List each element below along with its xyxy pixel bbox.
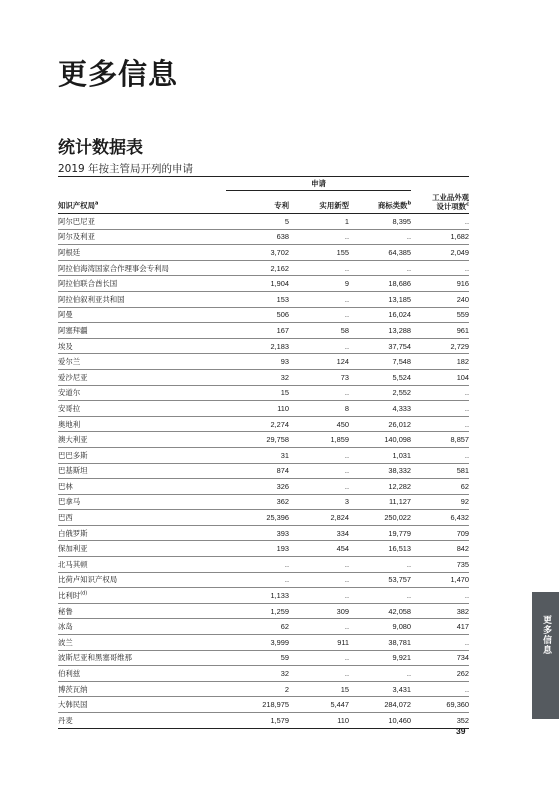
office-cell (58, 525, 226, 541)
utility-models-cell: 73 (289, 369, 349, 385)
office-name: 秘鲁 (58, 606, 73, 616)
applications-group-label: 申请 (226, 177, 411, 191)
trademarks-cell: 16,513 (349, 541, 411, 557)
table-row (58, 432, 469, 448)
office-cell (58, 245, 226, 261)
office-name: 白俄罗斯 (58, 528, 88, 538)
table-row (58, 416, 469, 432)
utility-models-cell: 3 (289, 494, 349, 510)
industrial-designs-cell: 69,360 (411, 697, 469, 713)
utility-models-cell: .. (289, 447, 349, 463)
industrial-designs-cell: 2,049 (411, 245, 469, 261)
office-cell (58, 510, 226, 526)
office-cell (58, 463, 226, 479)
table-row (58, 245, 469, 261)
utility-models-cell: 334 (289, 525, 349, 541)
office-footnote-marker: (d) (80, 590, 88, 597)
trademarks-cell: 250,022 (349, 510, 411, 526)
industrial-designs-cell: 352 (411, 713, 469, 729)
industrial-designs-cell: 734 (411, 650, 469, 666)
office-name: 巴基斯坦 (58, 466, 88, 476)
patents-cell: 3,999 (226, 635, 289, 651)
office-cell (58, 276, 226, 292)
table-row (58, 541, 469, 557)
trademarks-cell: 18,686 (349, 276, 411, 292)
utility-models-cell: 58 (289, 323, 349, 339)
table-row (58, 369, 469, 385)
trademarks-cell: .. (349, 260, 411, 276)
trademarks-cell: 3,431 (349, 681, 411, 697)
industrial-designs-cell: 62 (411, 479, 469, 495)
industrial-designs-cell: .. (411, 260, 469, 276)
trademarks-cell: 13,288 (349, 323, 411, 339)
office-name: 安哥拉 (58, 403, 81, 413)
office-cell (58, 650, 226, 666)
utility-models-cell: .. (289, 479, 349, 495)
industrial-designs-cell: 559 (411, 307, 469, 323)
patents-cell: 32 (226, 369, 289, 385)
side-tab-label: 更多信息 (541, 615, 551, 655)
office-cell (58, 323, 226, 339)
office-name: 阿塞拜疆 (58, 325, 88, 335)
office-cell (58, 385, 226, 401)
table-row (58, 479, 469, 495)
office-cell (58, 479, 226, 495)
utility-models-cell: .. (289, 650, 349, 666)
group-header-spacer (58, 177, 226, 191)
office-name: 安道尔 (58, 388, 81, 398)
trademarks-cell: 19,779 (349, 525, 411, 541)
trademarks-cell: 64,385 (349, 245, 411, 261)
utility-models-cell: .. (289, 588, 349, 604)
trademarks-cell: 9,080 (349, 619, 411, 635)
patents-cell: 2,274 (226, 416, 289, 432)
patents-cell: 874 (226, 463, 289, 479)
industrial-designs-header-line1: 工业品外观 (432, 193, 470, 202)
utility-models-cell: 309 (289, 603, 349, 619)
table-row (58, 214, 469, 230)
industrial-designs-cell: .. (411, 401, 469, 417)
utility-models-cell: .. (289, 291, 349, 307)
trademarks-header (349, 191, 411, 214)
utility-models-cell: .. (289, 260, 349, 276)
office-cell (58, 557, 226, 573)
utility-models-cell: 911 (289, 635, 349, 651)
table-row (58, 385, 469, 401)
table-body (58, 214, 469, 729)
patents-cell: 1,259 (226, 603, 289, 619)
office-name: 丹麦 (58, 715, 73, 725)
utility-models-cell: 8 (289, 401, 349, 417)
table-row (58, 635, 469, 651)
office-name: 爱沙尼亚 (58, 372, 88, 382)
table-header (58, 177, 469, 214)
utility-models-cell: .. (289, 338, 349, 354)
office-cell (58, 494, 226, 510)
trademarks-cell: 16,024 (349, 307, 411, 323)
office-cell (58, 635, 226, 651)
office-cell (58, 603, 226, 619)
patents-cell: 3,702 (226, 245, 289, 261)
office-name: 波兰 (58, 637, 73, 647)
table-row (58, 229, 469, 245)
office-name: 爱尔兰 (58, 357, 81, 367)
utility-models-cell: .. (289, 572, 349, 588)
patents-cell: 29,758 (226, 432, 289, 448)
office-name: 保加利亚 (58, 544, 88, 554)
industrial-designs-cell: 581 (411, 463, 469, 479)
trademarks-cell: 8,395 (349, 214, 411, 230)
industrial-designs-cell: 842 (411, 541, 469, 557)
utility-models-cell: 450 (289, 416, 349, 432)
table-row (58, 557, 469, 573)
office-name: 博茨瓦纳 (58, 684, 88, 694)
office-name: 阿尔巴尼亚 (58, 216, 95, 226)
office-cell (58, 416, 226, 432)
utility-models-cell: 9 (289, 276, 349, 292)
page-number: 39 (456, 726, 466, 736)
trademarks-cell: 4,333 (349, 401, 411, 417)
industrial-designs-cell: 262 (411, 666, 469, 682)
trademarks-cell: .. (349, 557, 411, 573)
office-header-label: 知识产权局 (58, 201, 95, 210)
patents-cell: 1,133 (226, 588, 289, 604)
office-name: 阿曼 (58, 310, 73, 320)
trademarks-cell: 53,757 (349, 572, 411, 588)
patents-cell: 2,183 (226, 338, 289, 354)
utility-models-cell: 1 (289, 214, 349, 230)
office-name: 比荷卢知识产权局 (58, 575, 118, 585)
industrial-designs-cell: .. (411, 635, 469, 651)
trademarks-footnote: b (407, 200, 412, 207)
industrial-designs-cell: 1,682 (411, 229, 469, 245)
office-cell (58, 307, 226, 323)
table-row (58, 697, 469, 713)
office-cell (58, 619, 226, 635)
trademarks-cell: 9,921 (349, 650, 411, 666)
trademarks-cell: 13,185 (349, 291, 411, 307)
office-cell (58, 354, 226, 370)
trademarks-cell: .. (349, 588, 411, 604)
trademarks-cell: .. (349, 666, 411, 682)
industrial-designs-cell: 382 (411, 603, 469, 619)
trademarks-cell: 1,031 (349, 447, 411, 463)
utility-models-cell: .. (289, 666, 349, 682)
column-header-row (58, 191, 469, 214)
office-cell (58, 541, 226, 557)
applications-table (58, 176, 469, 729)
patents-cell: 31 (226, 447, 289, 463)
trademarks-cell: 38,781 (349, 635, 411, 651)
office-name: 阿尔及利亚 (58, 232, 95, 242)
utility-models-cell: .. (289, 307, 349, 323)
office-cell (58, 291, 226, 307)
patents-cell: 393 (226, 525, 289, 541)
patents-cell: 638 (226, 229, 289, 245)
patents-cell: 362 (226, 494, 289, 510)
table-row (58, 494, 469, 510)
utility-models-cell: 2,824 (289, 510, 349, 526)
patents-cell: 2,162 (226, 260, 289, 276)
office-name: 埃及 (58, 341, 73, 351)
industrial-designs-footnote: c (466, 201, 470, 208)
office-name: 巴巴多斯 (58, 450, 88, 460)
office-cell (58, 260, 226, 276)
office-cell (58, 214, 226, 230)
patents-cell: 5 (226, 214, 289, 230)
patents-cell: 153 (226, 291, 289, 307)
office-cell (58, 666, 226, 682)
table-row (58, 588, 469, 604)
utility-models-cell: .. (289, 385, 349, 401)
table-row (58, 307, 469, 323)
table-row (58, 603, 469, 619)
table-row (58, 323, 469, 339)
utility-models-cell: .. (289, 229, 349, 245)
table-row (58, 447, 469, 463)
office-cell (58, 447, 226, 463)
office-name: 波斯尼亚和黑塞哥维那 (58, 653, 132, 663)
trademarks-cell: 12,282 (349, 479, 411, 495)
industrial-designs-cell: 92 (411, 494, 469, 510)
trademarks-cell: .. (349, 229, 411, 245)
patents-cell: 32 (226, 666, 289, 682)
office-name: 巴林 (58, 481, 73, 491)
industrial-designs-cell: .. (411, 214, 469, 230)
office-name: 北马其顿 (58, 559, 88, 569)
page-title: 更多信息 (58, 57, 179, 91)
table-row (58, 650, 469, 666)
patents-cell: 25,396 (226, 510, 289, 526)
table-row (58, 260, 469, 276)
office-cell (58, 369, 226, 385)
industrial-designs-header-line2: 设计项数 (436, 202, 467, 211)
utility-models-cell: 15 (289, 681, 349, 697)
office-name: 大韩民国 (58, 700, 88, 710)
table-row (58, 525, 469, 541)
table-row (58, 681, 469, 697)
utility-models-cell: 155 (289, 245, 349, 261)
office-cell (58, 572, 226, 588)
office-cell (58, 432, 226, 448)
table-row (58, 401, 469, 417)
office-name: 澳大利亚 (58, 435, 88, 445)
table-row (58, 572, 469, 588)
patents-cell: 62 (226, 619, 289, 635)
trademarks-cell: 10,460 (349, 713, 411, 729)
industrial-designs-cell: 6,432 (411, 510, 469, 526)
office-cell (58, 229, 226, 245)
utility-models-cell: .. (289, 463, 349, 479)
industrial-designs-cell: .. (411, 681, 469, 697)
industrial-designs-cell: .. (411, 416, 469, 432)
office-name: 奥地利 (58, 419, 81, 429)
office-name: 冰岛 (58, 622, 73, 632)
side-section-tab (532, 592, 559, 719)
trademarks-cell: 26,012 (349, 416, 411, 432)
industrial-designs-cell: 2,729 (411, 338, 469, 354)
table-row (58, 291, 469, 307)
industrial-designs-cell: 735 (411, 557, 469, 573)
table-subtitle: 2019 年按主管局开列的申请 (58, 163, 194, 175)
industrial-designs-cell: 8,857 (411, 432, 469, 448)
statistics-table-container (58, 176, 469, 729)
office-header (58, 191, 226, 214)
office-name: 阿拉伯叙利亚共和国 (58, 294, 125, 304)
utility-models-header: 实用新型 (289, 191, 349, 214)
table-row (58, 338, 469, 354)
industrial-designs-cell: 961 (411, 323, 469, 339)
patents-cell: .. (226, 557, 289, 573)
section-title: 统计数据表 (58, 138, 143, 158)
industrial-designs-cell: .. (411, 447, 469, 463)
trademarks-cell: 2,552 (349, 385, 411, 401)
table-row (58, 276, 469, 292)
industrial-designs-cell: 104 (411, 369, 469, 385)
industrial-designs-cell: 709 (411, 525, 469, 541)
utility-models-cell: 1,859 (289, 432, 349, 448)
table-row (58, 354, 469, 370)
office-name: 巴西 (58, 513, 73, 523)
patents-cell: 193 (226, 541, 289, 557)
utility-models-cell: 5,447 (289, 697, 349, 713)
table-row (58, 713, 469, 729)
utility-models-cell: 124 (289, 354, 349, 370)
trademarks-cell: 37,754 (349, 338, 411, 354)
utility-models-cell: .. (289, 557, 349, 573)
patents-cell: 93 (226, 354, 289, 370)
office-cell (58, 697, 226, 713)
industrial-designs-header (411, 177, 469, 214)
trademarks-cell: 11,127 (349, 494, 411, 510)
patents-cell: 506 (226, 307, 289, 323)
patents-cell: 326 (226, 479, 289, 495)
industrial-designs-cell: 240 (411, 291, 469, 307)
industrial-designs-cell: 916 (411, 276, 469, 292)
table-row (58, 666, 469, 682)
industrial-designs-cell: 417 (411, 619, 469, 635)
patents-cell: 218,975 (226, 697, 289, 713)
patents-cell: 15 (226, 385, 289, 401)
utility-models-cell: .. (289, 619, 349, 635)
patents-header: 专利 (226, 191, 289, 214)
trademarks-cell: 284,072 (349, 697, 411, 713)
table-row (58, 619, 469, 635)
trademarks-cell: 140,098 (349, 432, 411, 448)
industrial-designs-cell: .. (411, 588, 469, 604)
industrial-designs-cell: 1,470 (411, 572, 469, 588)
office-cell (58, 713, 226, 729)
patents-cell: 59 (226, 650, 289, 666)
office-footnote: a (94, 200, 99, 207)
patents-cell: 110 (226, 401, 289, 417)
office-name: 阿根廷 (58, 247, 81, 257)
office-name: 巴拿马 (58, 497, 81, 507)
office-cell (58, 401, 226, 417)
trademarks-cell: 42,058 (349, 603, 411, 619)
office-name: 比利时 (58, 591, 81, 601)
industrial-designs-cell: .. (411, 385, 469, 401)
office-cell (58, 338, 226, 354)
office-cell (58, 588, 226, 604)
office-name: 伯利兹 (58, 669, 81, 679)
trademarks-cell: 5,524 (349, 369, 411, 385)
trademarks-cell: 38,332 (349, 463, 411, 479)
utility-models-cell: 110 (289, 713, 349, 729)
patents-cell: 1,904 (226, 276, 289, 292)
trademarks-cell: 7,548 (349, 354, 411, 370)
patents-cell: .. (226, 572, 289, 588)
patents-cell: 2 (226, 681, 289, 697)
trademarks-header-label: 商标类数 (377, 201, 408, 210)
utility-models-cell: 454 (289, 541, 349, 557)
table-row (58, 510, 469, 526)
group-header-row (58, 177, 469, 191)
office-cell (58, 681, 226, 697)
industrial-designs-cell: 182 (411, 354, 469, 370)
office-name: 阿拉伯联合酋长国 (58, 279, 118, 289)
patents-cell: 167 (226, 323, 289, 339)
patents-cell: 1,579 (226, 713, 289, 729)
office-name: 阿拉伯海湾国家合作理事会专利局 (58, 263, 169, 273)
table-row (58, 463, 469, 479)
